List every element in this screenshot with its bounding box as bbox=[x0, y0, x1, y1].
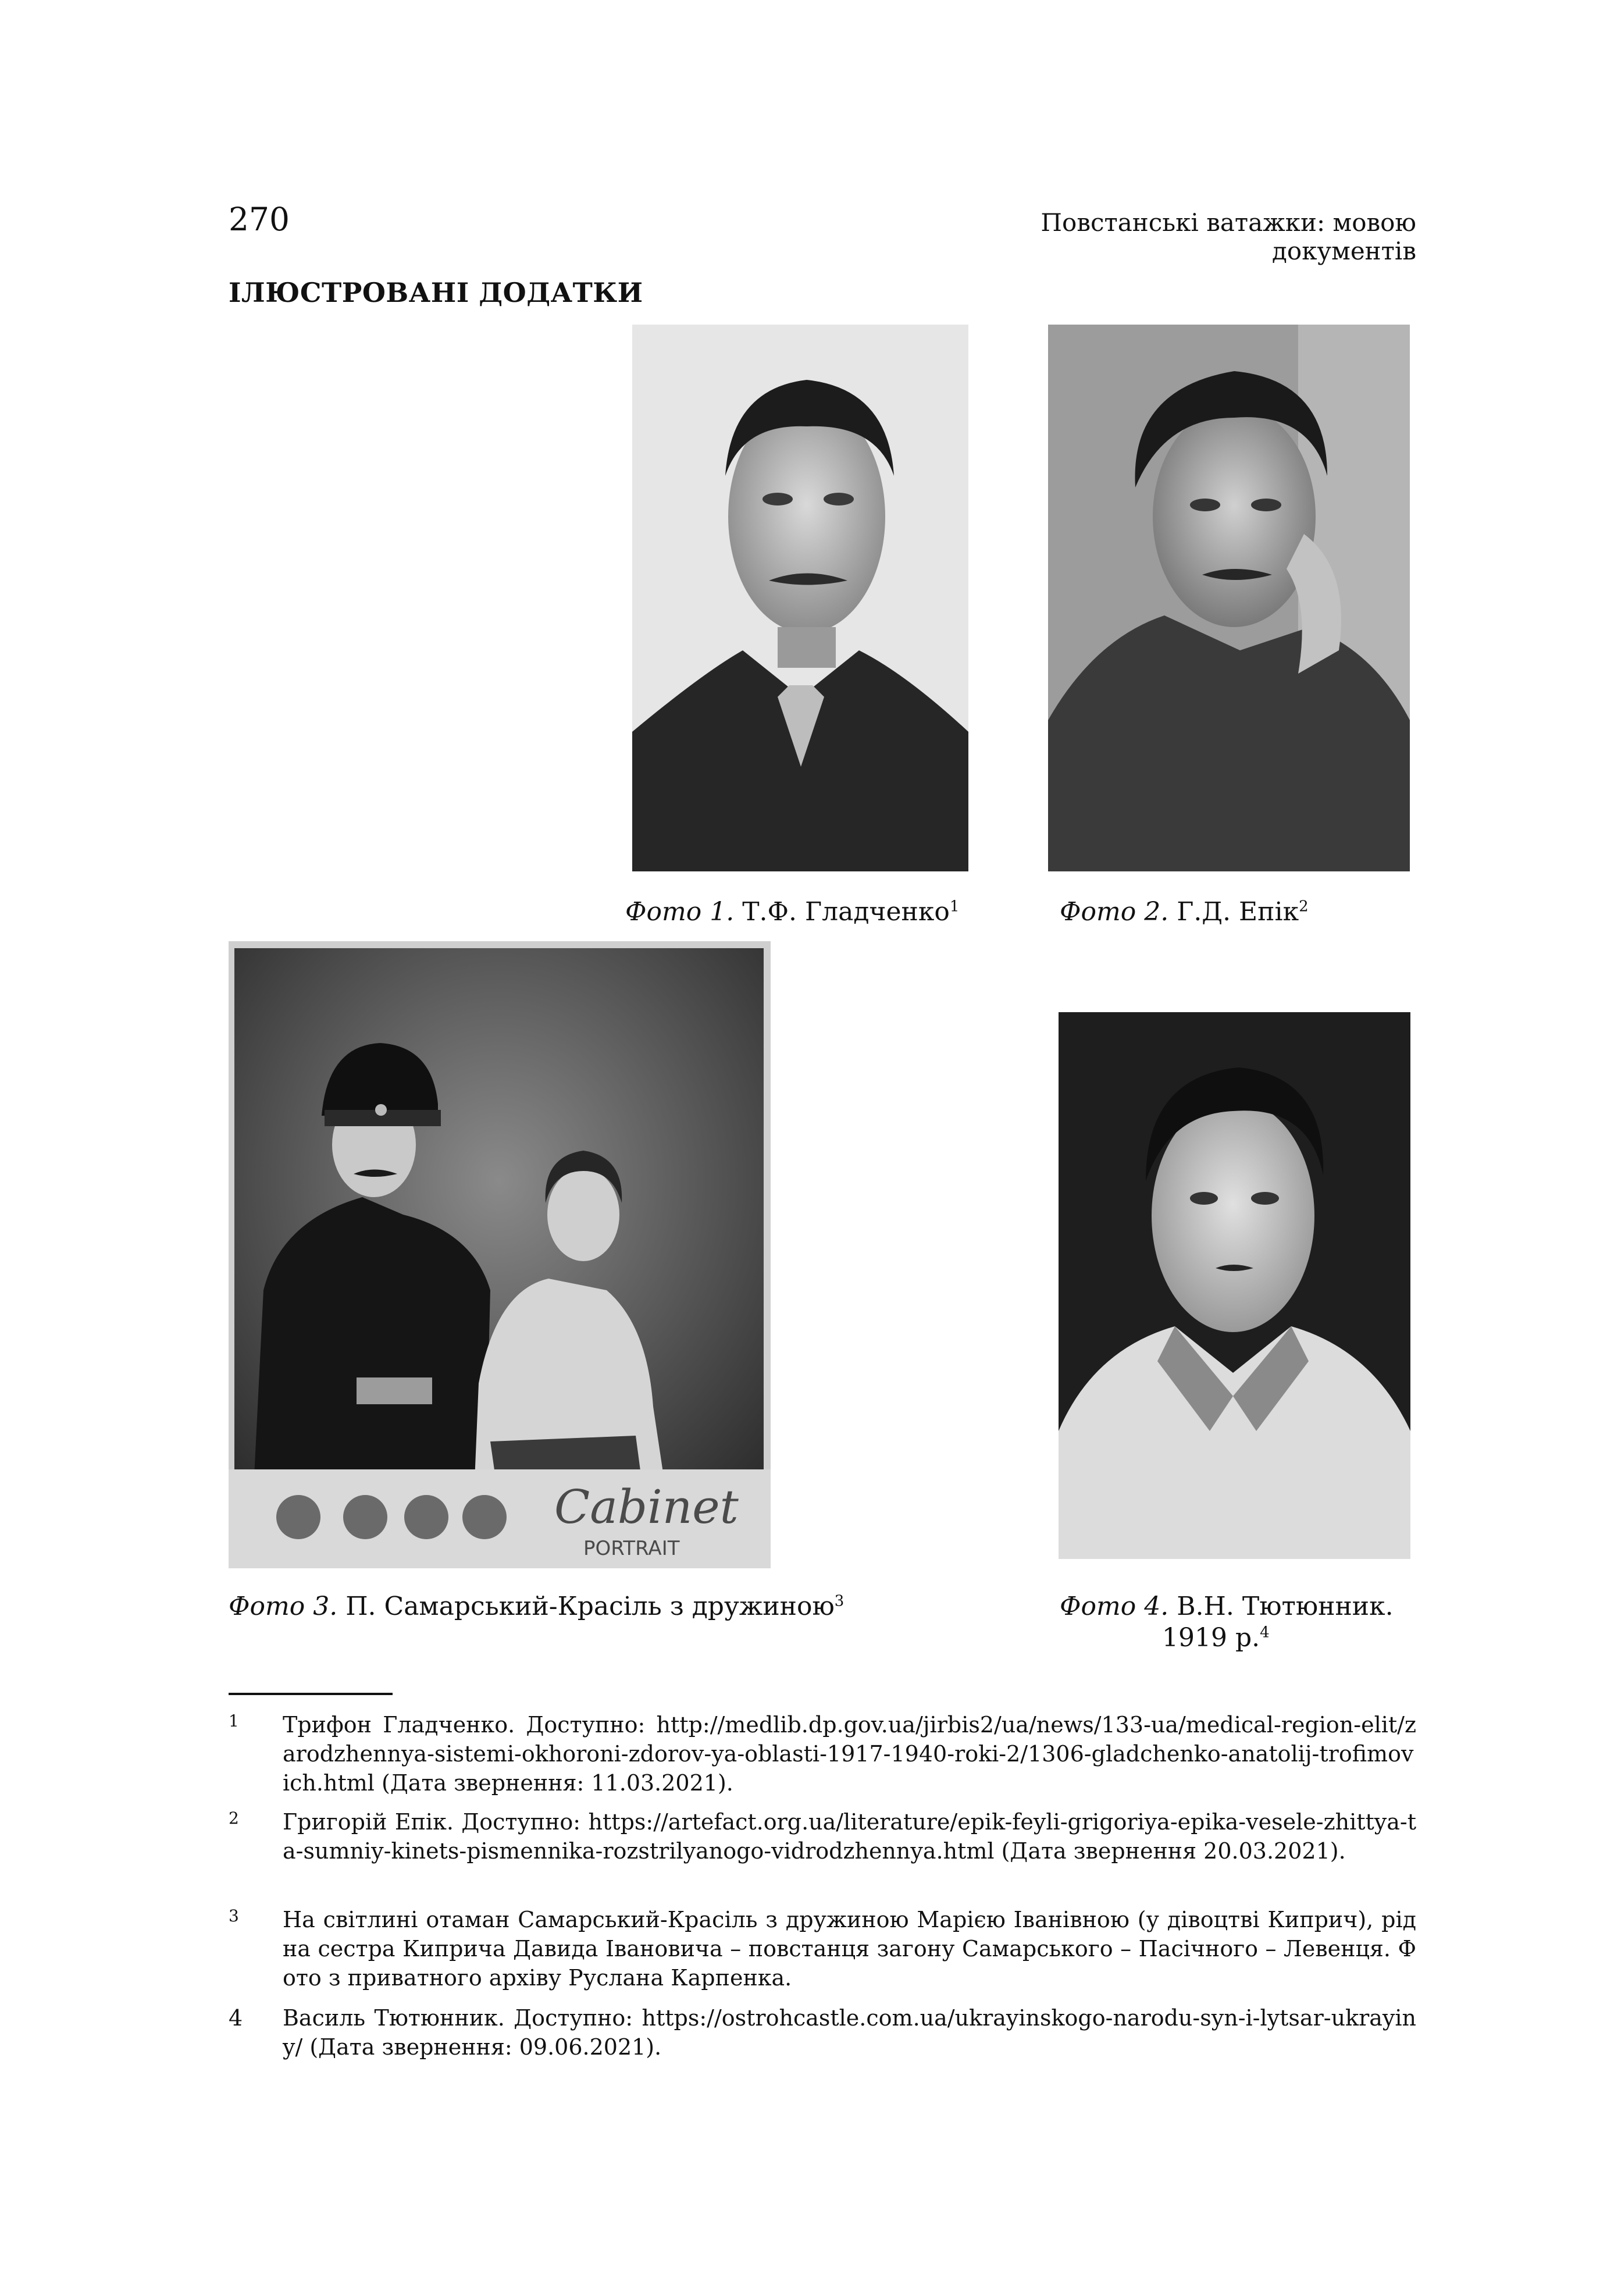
photo-2-caption bbox=[1060, 897, 1309, 927]
photo-3-caption bbox=[229, 1592, 844, 1621]
footnote-4-mark: 4 bbox=[229, 2005, 243, 2031]
photo-1-name: Т.Ф. Гладченко bbox=[734, 897, 950, 927]
footnote-separator bbox=[229, 1693, 393, 1695]
section-title: ІЛЮСТРОВАНІ ДОДАТКИ bbox=[229, 277, 643, 308]
footnote-3-mark: 3 bbox=[229, 1906, 239, 1925]
photo-1-caption bbox=[625, 897, 959, 927]
photo-3-image bbox=[229, 941, 771, 1568]
footnote-3 bbox=[229, 1905, 1416, 1992]
footnote-2 bbox=[229, 1807, 1416, 1866]
footnote-4 bbox=[229, 2003, 1416, 2062]
photo-4-name: В.Н. Тютюнник. bbox=[1168, 1592, 1394, 1621]
photo-3-card-sub: PORTRAIT bbox=[583, 1537, 680, 1560]
footnote-3-text: На світлині отаман Самарський-Красіль з дружиною Марією Іванівною (у дівоцтві Киприч), рідна сестра Киприча Давида Івановича – повстанця загону Самарського – Пасічного – Левенця. Фото з приватного архіву Руслана Карпенка. bbox=[283, 1907, 1416, 1991]
photo-3-name: П. Самарський-Красіль з дружиною bbox=[337, 1592, 835, 1621]
page-number: 270 bbox=[229, 201, 290, 238]
photo-3-label: Фото 3. bbox=[229, 1592, 338, 1621]
photo-1-note: 1 bbox=[949, 898, 960, 916]
photo-3-note: 3 bbox=[834, 1592, 845, 1610]
photo-4-date: 1919 р. bbox=[1162, 1623, 1260, 1653]
footnote-2-mark: 2 bbox=[229, 1809, 239, 1828]
photo-4-note: 4 bbox=[1260, 1624, 1270, 1642]
footnote-1-text: Трифон Гладченко. Доступно: http://medlib.dp.gov.ua/jirbis2/ua/news/133-ua/medical-region-elit/zarodzhennya-sistemi-okhoroni-zdorov-ya-oblasti-1917-1940-roki-2/1306-gladchenko-anatolij-trofimovich.html (Дата звернення: 11.03.2021). bbox=[283, 1712, 1416, 1796]
photo-4-image bbox=[1059, 1012, 1410, 1559]
photo-1-label: Фото 1. bbox=[625, 897, 735, 927]
photo-4-caption-line2 bbox=[1162, 1623, 1270, 1653]
photo-3-card-brand: Cabinet bbox=[554, 1480, 739, 1534]
footnote-1 bbox=[229, 1710, 1416, 1797]
photo-4-label: Фото 4. bbox=[1060, 1592, 1169, 1621]
photo-2-image bbox=[1048, 325, 1410, 871]
photo-4-caption bbox=[1060, 1592, 1394, 1621]
footnote-1-mark: 1 bbox=[229, 1711, 239, 1731]
photo-2-label: Фото 2. bbox=[1060, 897, 1169, 927]
photo-2-name: Г.Д. Епік bbox=[1168, 897, 1299, 927]
photo-1-image bbox=[632, 325, 968, 871]
photo-2-note: 2 bbox=[1299, 898, 1309, 916]
footnote-2-text: Григорій Епік. Доступно: https://artefact.org.ua/literature/epik-feyli-grigoriya-epika-vesele-zhittya-ta-sumniy-kinets-pismennika-rozstrilyanogo-vidrodzhennya.html (Дата звернення 20.03.2021). bbox=[283, 1809, 1416, 1864]
running-head: Повстанські ватажки: мовою документів bbox=[1041, 208, 1416, 265]
footnote-4-text: Василь Тютюнник. Доступно: https://ostrohcastle.com.ua/ukrayinskogo-narodu-syn-i-lytsar-ukrayiny/ (Дата звернення: 09.06.2021). bbox=[283, 2005, 1416, 2060]
